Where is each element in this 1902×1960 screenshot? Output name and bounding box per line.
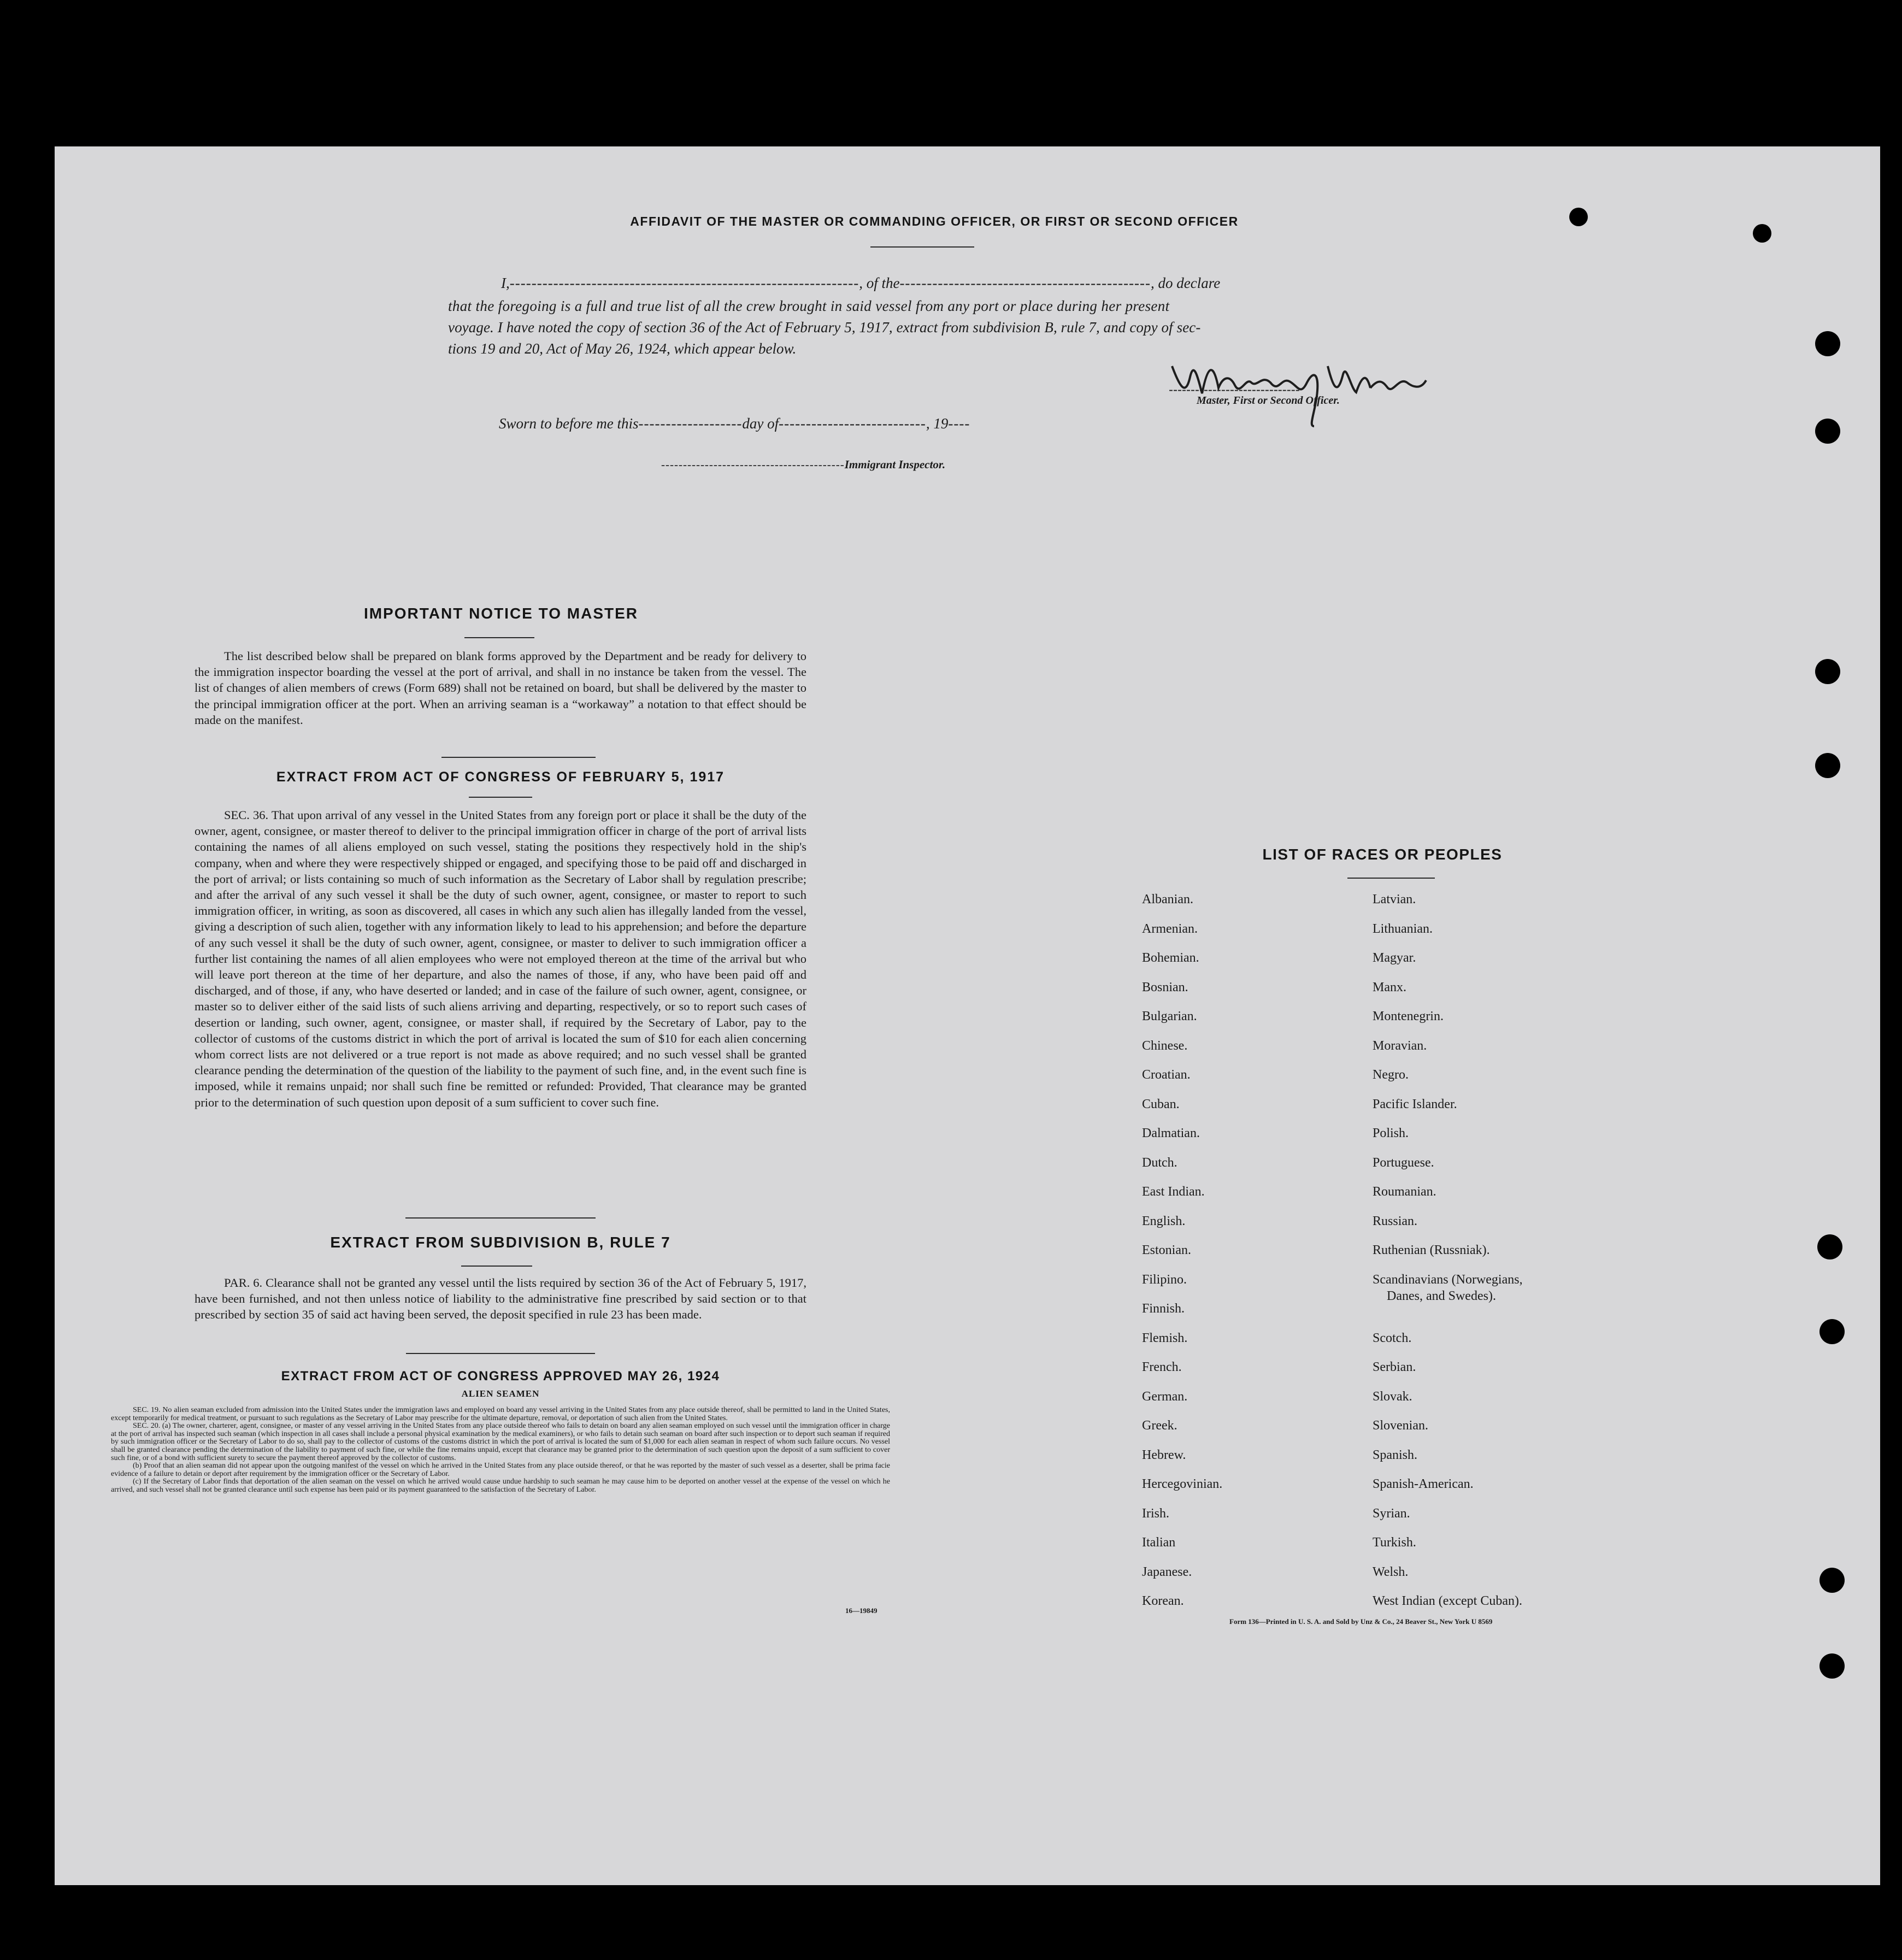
sworn-month-blank: --------------------------- [779, 415, 926, 432]
race-item: Armenian. [1142, 921, 1198, 936]
extract-1917-text [195, 807, 806, 1110]
affidavit-i: I, [501, 275, 510, 291]
race-item: Spanish. [1373, 1447, 1418, 1462]
affidavit-do-declare: , do declare [1151, 275, 1221, 291]
punch-hole-6 [1819, 1319, 1845, 1344]
punch-hole-4 [1815, 753, 1840, 778]
punch-hole-5 [1817, 1234, 1842, 1259]
race-item: Portuguese. [1373, 1155, 1434, 1170]
races-title: LIST OF RACES OR PEOPLES [1262, 846, 1503, 863]
race-item: Serbian. [1373, 1360, 1416, 1374]
race-item: Italian [1142, 1535, 1176, 1550]
race-item: Russian. [1373, 1214, 1418, 1228]
race-item: Montenegrin. [1373, 1009, 1444, 1023]
printer-footer: Form 136—Printed in U. S. A. and Sold by Unz & Co., 24 Beaver St., New York U 8569 [1229, 1617, 1493, 1626]
race-item: Turkish. [1373, 1535, 1416, 1550]
affidavit-name-blank: ---------------------------------------------------------------- [509, 275, 859, 291]
race-item: Scotch. [1373, 1331, 1412, 1345]
race-item: French. [1142, 1360, 1182, 1374]
affidavit-title-rule [870, 246, 974, 248]
notice-divider [441, 757, 596, 758]
race-item: Spanish-American. [1373, 1477, 1474, 1491]
affidavit-line-1 [501, 275, 1220, 292]
notice-title-rule [464, 637, 534, 638]
race-item: East Indian. [1142, 1185, 1205, 1199]
race-item: Scandinavians (Norwegians, [1373, 1272, 1523, 1287]
notice-title: IMPORTANT NOTICE TO MASTER [363, 605, 639, 622]
extract-1924-title: EXTRACT FROM ACT OF CONGRESS APPROVED MAY 26, 1924 [281, 1369, 720, 1384]
race-item: Hebrew. [1142, 1447, 1186, 1462]
race-item: Moravian. [1373, 1038, 1427, 1053]
punch-hole-9 [1569, 208, 1588, 226]
sec-19-text: SEC. 19. No alien seaman excluded from admission into the United States under the immigration laws and employed on board any vessel arriving in the United States from any place outside thereof, shall be permitted to land in the United States, except temporarily for medical treatment, or pursuant to such regulations as the Secretary of Labor may prescribe for the ultimate departure, removal, or deportation of such alien from the United States. [111, 1406, 890, 1422]
race-item: Filipino. [1142, 1272, 1187, 1287]
race-item: Slovak. [1373, 1389, 1412, 1404]
sec-20a-text: SEC. 20. (a) The owner, charterer, agent, consignee, or master of any vessel arriving in the United States from any place outside thereof who fails to detain on board any alien seaman employed on such vessel until the immigration officer in charge at the port of arrival has inspected such seaman (which inspection in all cases shall include a personal physical examination by the medical examiners), or who fails to detain such seaman on board after such inspection or to deport such seaman if required by such immigration officer or the Secretary of Labor to do so, shall pay to the collector of customs of the customs district in which the port of arrival is located the sum of $1,000 for each alien seaman in respect of whom such failure occurs. No vessel shall be granted clearance pending the determination of the liability to payment of such fine, or while the fine remains unpaid, except that clearance may be granted prior to the determination of such question upon the deposit of a sum sufficient to cover such fine, or of a bond with sufficient surety to secure the payment thereof approved by the collector of customs. [111, 1422, 890, 1462]
extract-1917-divider [405, 1217, 596, 1219]
race-item: Syrian. [1373, 1506, 1410, 1521]
sworn-year-blank: ---- [948, 415, 970, 432]
race-item: Pacific Islander. [1373, 1097, 1457, 1111]
inspector-line [661, 458, 945, 472]
left-form-number: 16—19849 [845, 1606, 878, 1615]
race-item: Dalmatian. [1142, 1126, 1200, 1140]
signature-dash-line: ------------------------------ [1169, 382, 1300, 397]
sec-20c-text: (c) If the Secretary of Labor finds that deportation of the alien seaman on the vessel on which he arrived would cause undue hardship to such seaman he may cause him to be deported on another vessel at the expense of the vessel on which he arrived, and such vessel shall not be granted clearance until such expense has been paid or its payment guaranteed to the satisfaction of the Secretary of Labor. [111, 1478, 890, 1494]
race-item: Cuban. [1142, 1097, 1180, 1111]
sworn-date-blank: ------------------- [638, 415, 743, 432]
races-title-rule [1347, 878, 1435, 879]
subdivision-b-rule [461, 1266, 532, 1267]
affidavit-line-2: that the foregoing is a full and true list of all the crew brought in said vessel from any port or place during her present [448, 298, 1170, 314]
punch-hole-8 [1819, 1653, 1845, 1679]
race-item: Ruthenian (Russniak). [1373, 1243, 1490, 1257]
race-item: Hercegovinian. [1142, 1477, 1223, 1491]
races-right-column [1373, 885, 1523, 1616]
subdivision-b-text [195, 1275, 806, 1323]
subdivision-b-paragraph: PAR. 6. Clearance shall not be granted any vessel until the lists required by section 36 of the Act of February 5, 1917, have been furnished, and not then unless notice of liability to the administrative fine prescribed by said section or to that prescribed by section 35 of said act having been served, the deposit specified in rule 23 has been made. [195, 1276, 806, 1322]
extract-1917-rule [469, 797, 532, 798]
races-left-column [1142, 885, 1222, 1616]
race-item: West Indian (except Cuban). [1373, 1594, 1522, 1608]
race-item: Estonian. [1142, 1243, 1191, 1257]
race-item: Flemish. [1142, 1331, 1188, 1345]
race-item: Irish. [1142, 1506, 1169, 1521]
race-item: Polish. [1373, 1126, 1409, 1140]
race-item: Croatian. [1142, 1068, 1191, 1082]
sworn-prefix: Sworn to before me this [499, 415, 639, 432]
punch-hole-10 [1753, 224, 1771, 243]
race-item: Bosnian. [1142, 980, 1188, 994]
race-item: Manx. [1373, 980, 1406, 994]
race-item: Magyar. [1373, 951, 1416, 965]
race-item: Danes, and Swedes). [1387, 1288, 1496, 1303]
race-item: Dutch. [1142, 1155, 1177, 1170]
race-item: Welsh. [1373, 1564, 1409, 1579]
notice-text [195, 648, 806, 728]
race-item: Roumanian. [1373, 1185, 1436, 1199]
race-item: Chinese. [1142, 1038, 1188, 1053]
extract-1924-text [111, 1406, 890, 1494]
sworn-day-of: day of [742, 415, 779, 432]
sworn-19: , 19 [926, 415, 949, 432]
race-item: Latvian. [1373, 892, 1416, 907]
inspector-blank: ------------------------------------------ [661, 458, 845, 471]
subdivision-b-divider [406, 1353, 595, 1354]
race-item: Albanian. [1142, 892, 1193, 907]
punch-hole-2 [1815, 419, 1840, 444]
subdivision-b-title: EXTRACT FROM SUBDIVISION B, RULE 7 [330, 1234, 671, 1251]
race-item: Lithuanian. [1373, 921, 1433, 936]
race-item: Bohemian. [1142, 951, 1199, 965]
extract-1917-paragraph: SEC. 36. That upon arrival of any vessel in the United States from any foreign port or place it shall be the duty of the owner, agent, consignee, or master thereof to deliver to the principal immigration officer in charge of the port of arrival lists containing the names of all aliens employed on such vessel, stating the positions they respectively hold in the ship's company, when and where they were respectively shipped or engaged, and specifying those to be paid off and discharged in the port of arrival; or lists containing so much of such information as the Secretary of Labor shall by regulation prescribe; and after the arrival of any such vessel it shall be the duty of such owner, agent, consignee, or master to report to such immigration officer, in writing, as soon as discovered, all cases in which any such alien has illegally landed from the vessel, giving a description of such alien, together with any information likely to lead to his apprehension; and before the departure of any such vessel it shall be the duty of such owner, agent, consignee, or master to deliver to such immigration officer a further list containing the names of all alien employees who were not employed thereon at the time of the arrival but who will leave port thereon at the time of her departure, and also the names of those, if any, who have been paid off and discharged, and of those, if any, who have deserted or landed; and in case of the failure of such owner, agent, consignee, or master so to deliver either of the said lists of such aliens arriving and departing, respectively, or so to report such cases of desertion or landing, such owner, agent, consignee, or master shall, if required by the Secretary of Labor, pay to the collector of customs of the customs district in which the port of arrival is located the sum of $10 for each alien concerning whom correct lists are not delivered or a true report is not made as above required; and no such vessel shall be granted clearance pending the determination of the question of the liability to the payment of such fine, and, in the event such fine is imposed, while it remains unpaid; nor shall such fine be remitted or refunded: Provided, That clearance may be granted prior to the determination of such question upon deposit of a sum sufficient to cover such fine. [195, 808, 806, 1109]
race-item: Finnish. [1142, 1302, 1185, 1316]
affidavit-vessel-blank: ---------------------------------------------- [899, 275, 1151, 291]
extract-1917-title: EXTRACT FROM ACT OF CONGRESS OF FEBRUARY 5, 1917 [276, 769, 725, 785]
signature-caption: Master, First or Second Officer. [1197, 395, 1340, 407]
punch-hole-3 [1815, 659, 1840, 684]
race-item: Japanese. [1142, 1564, 1192, 1579]
race-item: Korean. [1142, 1594, 1184, 1608]
affidavit-line-4: tions 19 and 20, Act of May 26, 1924, which appear below. [448, 340, 797, 357]
extract-1924-subtitle: ALIEN SEAMEN [461, 1388, 540, 1399]
race-item: Bulgarian. [1142, 1009, 1197, 1023]
sworn-line [499, 415, 970, 432]
affidavit-line-3: voyage. I have noted the copy of section 36 of the Act of February 5, 1917, extract from subdivision B, rule 7, and copy of sec- [448, 319, 1201, 336]
affidavit-title: AFFIDAVIT OF THE MASTER OR COMMANDING OFFICER, OR FIRST OR SECOND OFFICER [630, 214, 1239, 228]
inspector-caption: Immigrant Inspector. [844, 458, 946, 471]
race-item: German. [1142, 1389, 1188, 1404]
race-item: Slovenian. [1373, 1419, 1428, 1433]
race-item: Negro. [1373, 1068, 1409, 1082]
notice-paragraph: The list described below shall be prepared on blank forms approved by the Department and be ready for delivery to the immigration inspector boarding the vessel at the port of arrival, and shall in no instance be taken from the vessel. The list of changes of alien members of crews (Form 689) shall not be retained on board, but shall be delivered by the master to the principal immigration officer at the port. When an arriving seaman is a “workaway” a notation to that effect should be made on the manifest. [195, 649, 806, 727]
race-item: Greek. [1142, 1419, 1177, 1433]
affidavit-of-the: , of the [859, 275, 900, 291]
punch-hole-1 [1815, 331, 1840, 356]
race-item: English. [1142, 1214, 1186, 1228]
sec-20b-text: (b) Proof that an alien seaman did not appear upon the outgoing manifest of the vessel on which he arrived in the United States from any place outside thereof, or that he was reported by the master of such vessel as a deserter, shall be prima facie evidence of a failure to detain or deport after requirement by the immigration officer or the Secretary of Labor. [111, 1462, 890, 1478]
punch-hole-7 [1819, 1568, 1845, 1593]
